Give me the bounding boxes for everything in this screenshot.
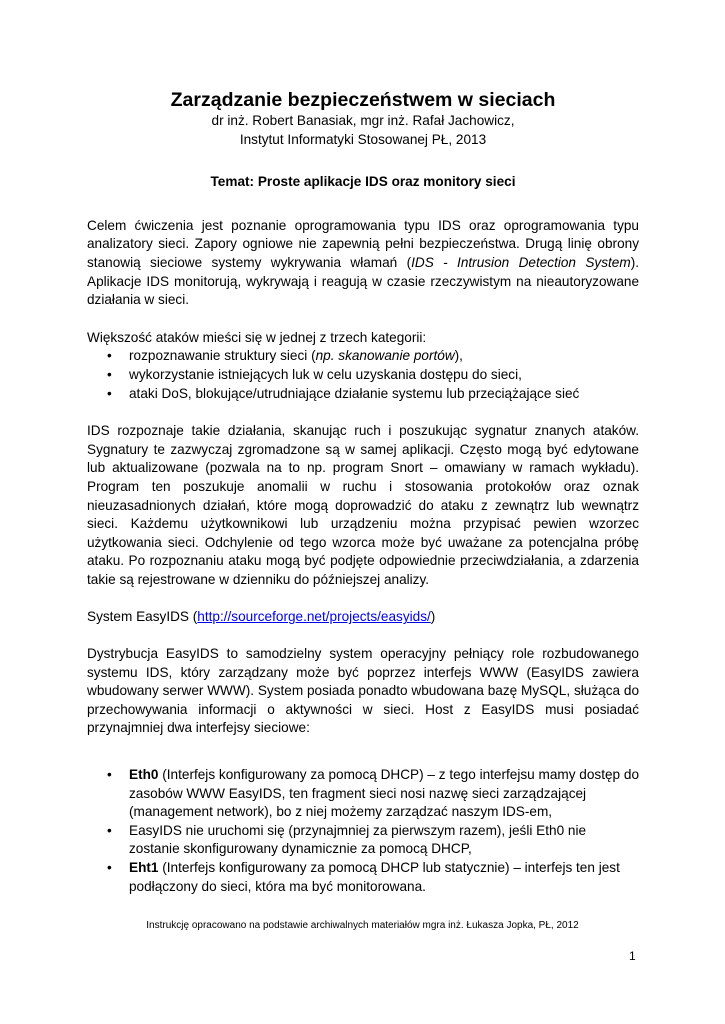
bullet-icon: • xyxy=(107,860,112,875)
topic-heading: Temat: Proste aplikacje IDS oraz monitory sieci xyxy=(210,174,516,190)
list-item xyxy=(87,766,639,822)
interface-eth0-text: (Interfejs konfigurowany za pomocą DHCP) – z tego interfejsu mamy dostęp do zasobów WWW EasyIDS, ten fragment sieci nosi nazwę sieci zarządzającej (management network), bo z niej możemy zarządzać naszym IDS-em, xyxy=(129,767,640,820)
list-item xyxy=(87,385,639,404)
footer-note: Instrukcję opracowano na podstawie archiwalnych materiałów mgra inż. Łukasza Jopka, PŁ, 2012 xyxy=(146,920,579,931)
list-item xyxy=(87,347,639,366)
distribution-paragraph: Dystrybucja EasyIDS to samodzielny system operacyjny pełniący role rozbudowanego systemu IDS, który zarządzany może być poprzez interfejs WWW (EasyIDS zawiera wbudowany serwer WWW). System posiada ponadto wbudowana bazę MySQL, służąca do przechowywania informacji o aktywności w sieci. Host z EasyIDS musi posiadać przynajmniej dwa interfejsy sieciowe: xyxy=(87,646,639,736)
list-item xyxy=(87,366,639,385)
institute-line: Instytut Informatyki Stosowanej PŁ, 2013 xyxy=(239,131,487,147)
easyids-label-pre: System EasyIDS ( xyxy=(87,609,198,625)
interface-eth0-label: Eth0 xyxy=(129,767,159,783)
attack-item-2: wykorzystanie istniejących luk w celu uzyskania dostępu do sieci, xyxy=(129,366,522,382)
authors-line: dr inż. Robert Banasiak, mgr inż. Rafał Jachowicz, xyxy=(211,113,515,128)
intro-text-1: Celem ćwiczenia jest poznanie oprogramowania typu IDS oraz oprogramowania typu analizatory sieci. Zapory ogniowe nie zapewnią pełni bezpieczeństwa. Drugą linię obrony stanowią sieciowe systemy wykrywania włamań ( xyxy=(87,217,639,270)
bullet-icon: • xyxy=(107,385,112,401)
attack-item-1-post: ), xyxy=(454,348,463,364)
bullet-icon: • xyxy=(107,366,112,382)
attacks-lead: Większość ataków mieści się w jednej z trzech kategorii: xyxy=(87,329,427,345)
bullet-icon: • xyxy=(107,348,112,364)
intro-italic-term: IDS - Intrusion Detection System xyxy=(411,254,631,270)
intro-text-2: ). Aplikacje IDS monitorują, wykrywają i reagują w czasie rzeczywistym na nieautoryzowane działania w sieci. xyxy=(87,254,640,308)
document-title: Zarządzanie bezpieczeństwem w sieciach xyxy=(170,89,556,111)
page-content xyxy=(87,88,639,896)
attacks-list xyxy=(87,347,639,403)
easyids-heading xyxy=(87,608,639,627)
interface-note: EasyIDS nie uruchomi się (przynajmniej za pierwszym razem), jeśli Eth0 nie zostanie skonfigurowany dynamicznie za pomocą DHCP, xyxy=(129,822,587,857)
easyids-link[interactable]: http://sourceforge.net/projects/easyids/ xyxy=(197,609,431,625)
attack-item-1-pre: rozpoznawanie struktury sieci ( xyxy=(129,348,316,364)
list-item xyxy=(87,822,639,859)
attack-item-1-italic: np. skanowanie portów xyxy=(315,348,455,364)
intro-paragraph xyxy=(87,217,639,310)
attack-item-3: ataki DoS, blokujące/utrudniające działanie systemu lub przeciążające sieć xyxy=(129,385,580,401)
easyids-label-post: ) xyxy=(430,609,436,625)
bullet-icon: • xyxy=(107,822,112,838)
list-item xyxy=(87,859,639,896)
interface-eht1-text: (Interfejs konfigurowany za pomocą DHCP lub statycznie) – interfejs ten jest podłączony do sieci, która ma być monitorowana. xyxy=(129,860,620,894)
ids-paragraph: IDS rozpoznaje takie działania, skanując ruch i poszukując sygnatur znanych ataków. Sygnatury te zazwyczaj zgromadzone są w samej aplikacji. Często mogą być edytowane lub aktualizowane (pozwala na to np. program Snort – omawiany w ramach wykładu). Program ten poszukuje anomalii w ruchu i stosowania protokołów oraz oznak nieuzasadnionych działań, które mogą doprowadzić do ataku z zewnątrz lub wewnątrz sieci. Każdemu użytkownikowi lub urządzeniu można przypisać pewien wzorzec użytkowania sieci. Odchylenie od tego wzorca może być uważane za potencjalna próbę ataku. Po rozpoznaniu ataku mogą być podjęte odpowiednie przeciwdziałania, a zdarzenia takie są rejestrowane w dzienniku do późniejszej analizy. xyxy=(87,423,639,587)
bullet-icon: • xyxy=(107,767,112,783)
interfaces-list xyxy=(87,766,639,896)
interface-eht1-label: Eht1 xyxy=(129,860,159,875)
page-number: 1 xyxy=(629,949,636,963)
